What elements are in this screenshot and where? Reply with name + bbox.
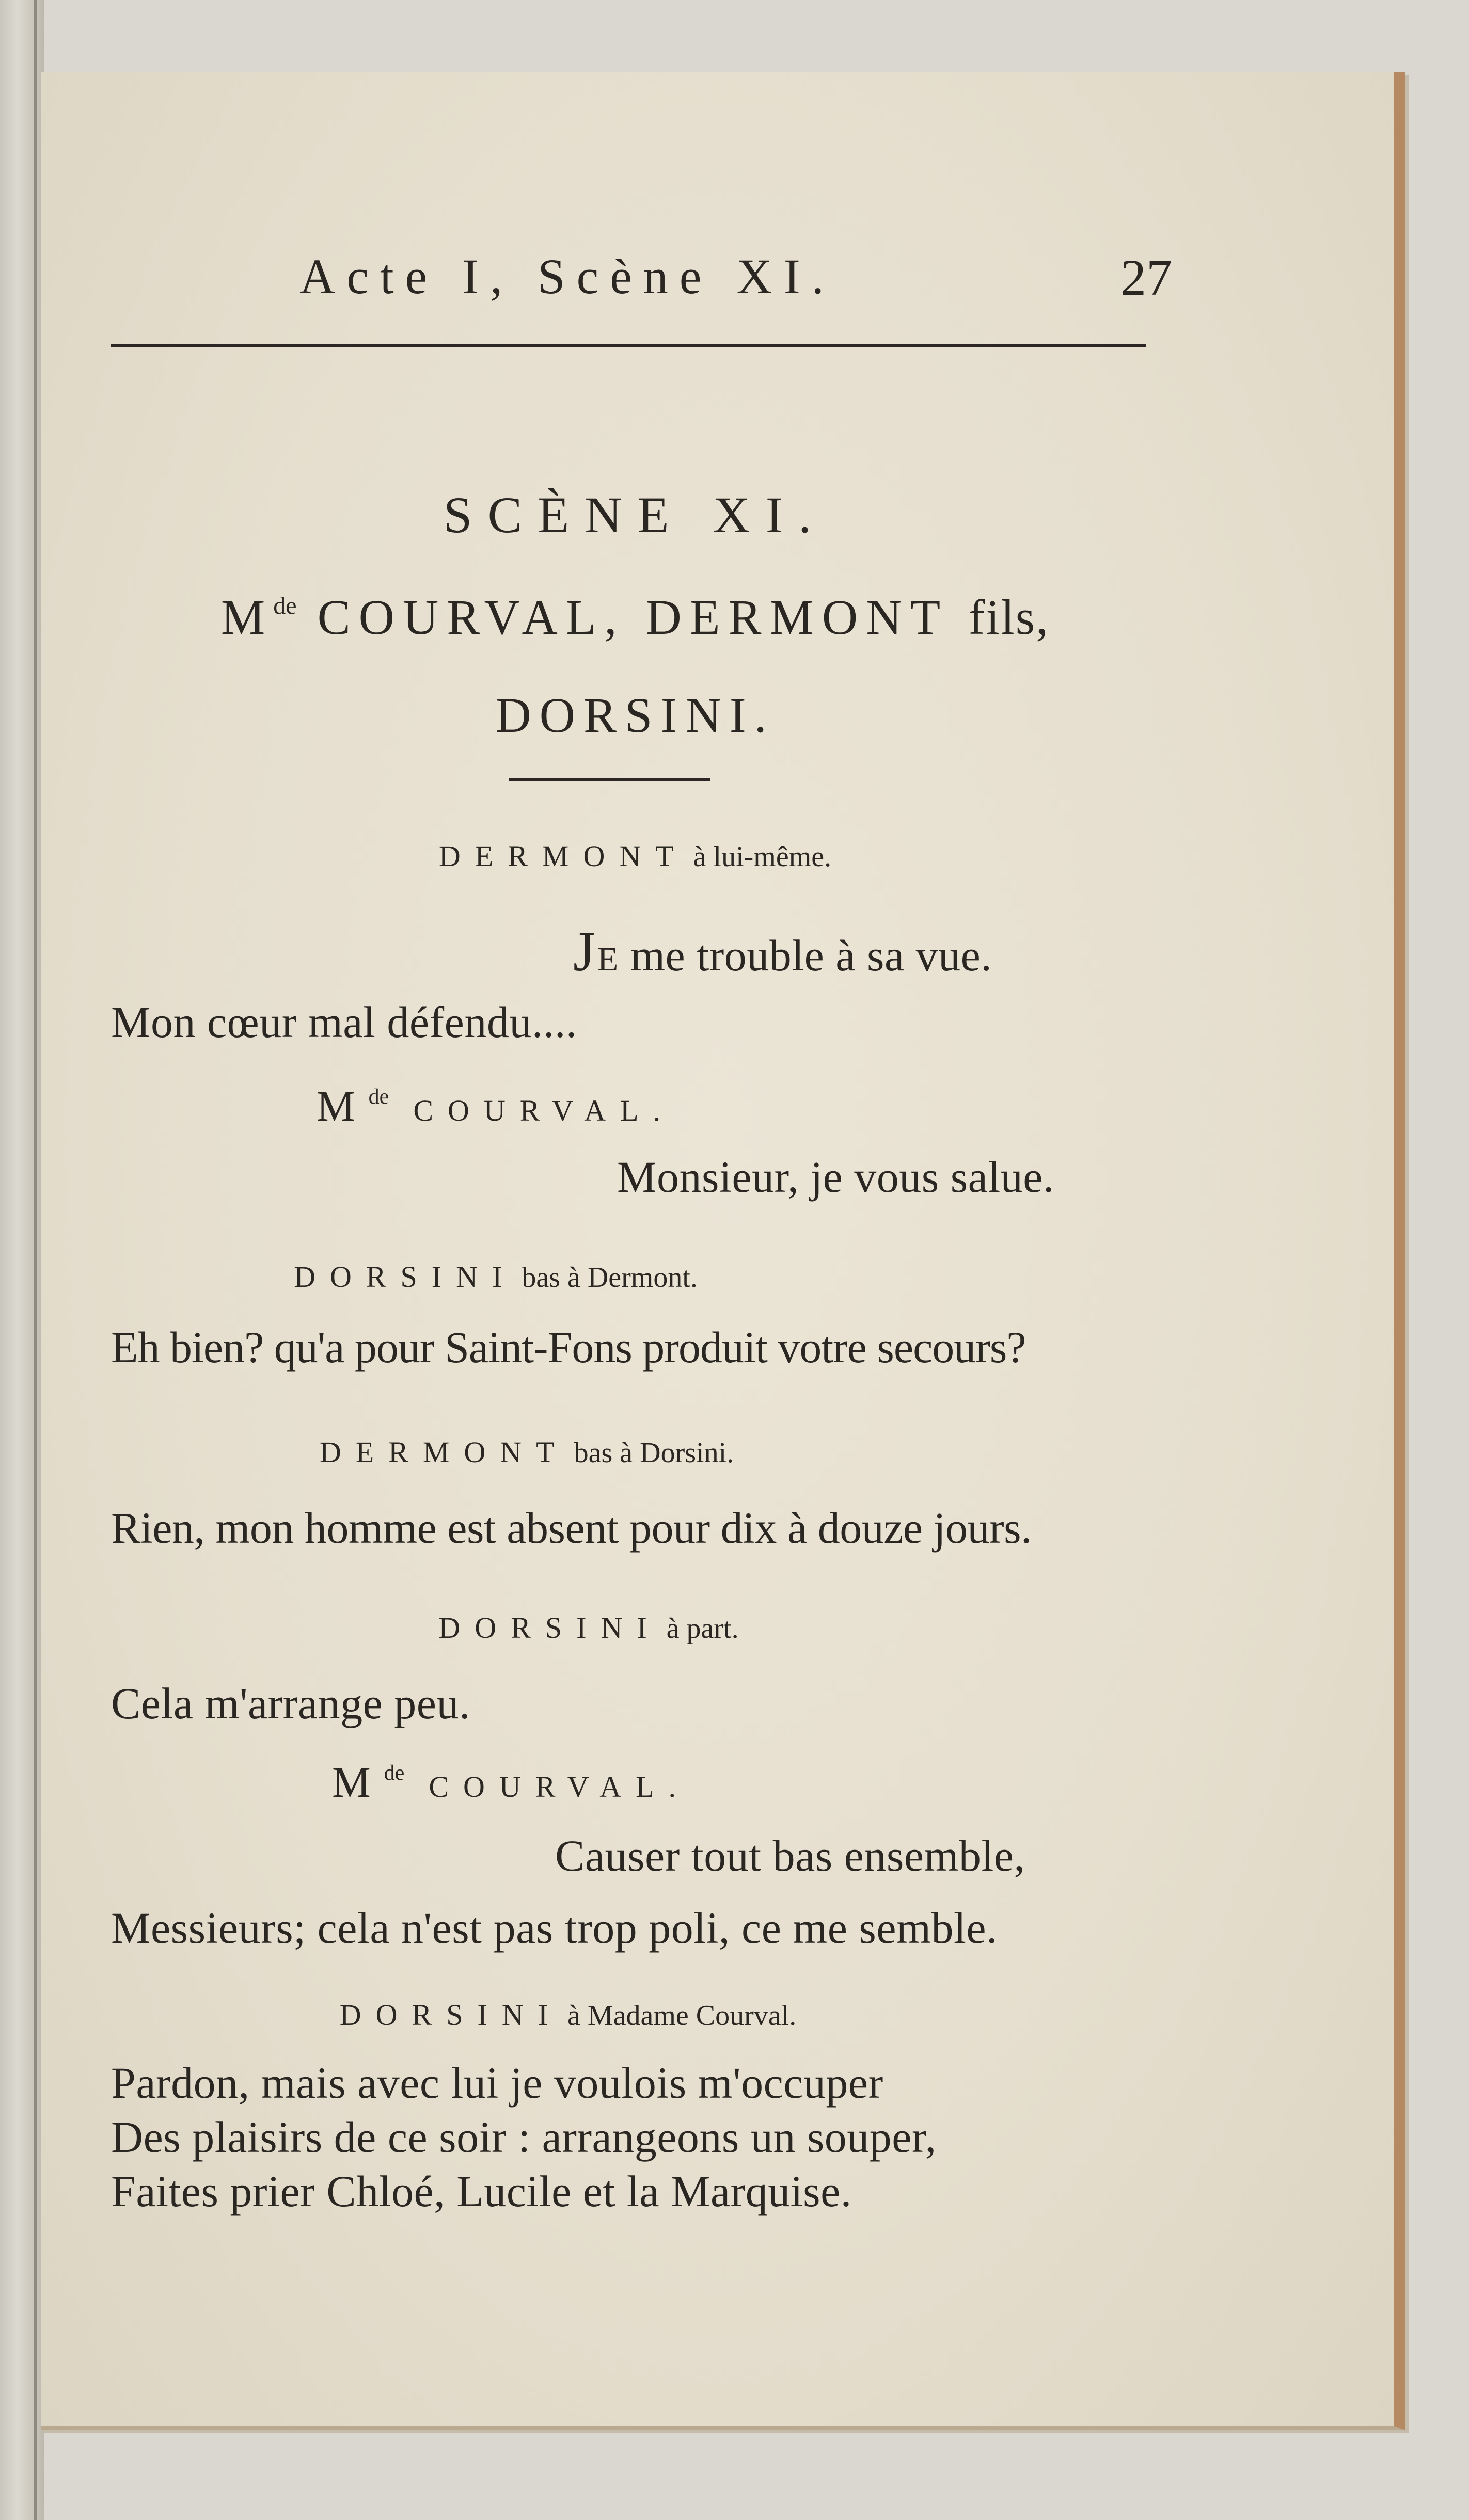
speaker-heading	[0, 1998, 1162, 2032]
speaker-name: COURVAL.	[413, 1094, 675, 1127]
verse-line: Monsieur, je vous salue.	[617, 1152, 1054, 1202]
verse-line: Eh bien? qu'a pour Saint-Fons produit votre secours?	[111, 1322, 1026, 1372]
persons-fils: fils,	[968, 589, 1050, 645]
stage-direction: à lui-même.	[693, 841, 832, 873]
stage-direction: à part.	[666, 1613, 739, 1645]
speaker-heading	[41, 839, 1229, 873]
persons-m: M	[220, 589, 274, 645]
speaker-heading	[0, 1435, 1120, 1470]
scene-title: SCÈNE XI.	[443, 486, 827, 544]
verse-line: Messieurs; cela n'est pas trop poli, ce me semble.	[111, 1903, 998, 1953]
speaker-name: DORSINI	[294, 1260, 517, 1294]
verse-initial: J	[573, 920, 597, 983]
verse-line: Des plaisirs de ce soir : arrangeons un souper,	[111, 2112, 937, 2162]
persons-names: COURVAL, DERMONT	[317, 589, 948, 645]
verse-line: Causer tout bas ensemble,	[555, 1831, 1025, 1880]
verse-line	[573, 919, 992, 984]
speaker-m: M	[331, 1759, 384, 1807]
speaker-name: DORSINI	[339, 1998, 563, 2032]
head-rule	[111, 344, 1146, 347]
verse-line: Rien, mon homme est absent pour dix à douze jours.	[111, 1503, 1032, 1553]
verse-text: me trouble à sa vue.	[619, 931, 992, 980]
speaker-heading	[0, 1610, 1182, 1645]
scene-persons-line-2: DORSINI.	[495, 688, 775, 743]
page-number: 27	[1120, 249, 1172, 306]
speaker-m: M	[316, 1082, 369, 1130]
persons-m-sup: de	[273, 592, 297, 619]
speaker-name: DERMONT	[319, 1436, 569, 1469]
speaker-heading	[0, 1758, 1105, 1808]
verse-line: Pardon, mais avec lui je voulois m'occuper	[111, 2058, 883, 2108]
speaker-heading	[0, 1081, 1089, 1131]
stage-direction: bas à Dermont.	[522, 1262, 698, 1294]
running-head	[41, 248, 1219, 330]
verse-line: Cela m'arrange peu.	[111, 1679, 470, 1728]
speaker-m-sup: de	[384, 1761, 405, 1785]
speaker-heading	[0, 1259, 1089, 1294]
stage-direction: à Madame Courval.	[567, 2000, 797, 2032]
speaker-m-sup: de	[368, 1085, 389, 1109]
scene-rule	[509, 778, 710, 781]
verse-line: Mon cœur mal défendu....	[111, 997, 577, 1047]
verse-line: Faites prier Chloé, Lucile et la Marquise.	[111, 2166, 852, 2216]
verse-initial-small: E	[597, 940, 620, 978]
speaker-name: COURVAL.	[429, 1770, 691, 1804]
speaker-name: DORSINI	[438, 1611, 661, 1645]
scene-persons-line-1	[41, 588, 1229, 646]
speaker-name: DERMONT	[438, 839, 688, 873]
running-head-title: Acte I, Scène XI.	[299, 249, 835, 304]
book-page	[41, 72, 1405, 2430]
stage-direction: bas à Dorsini.	[574, 1437, 734, 1469]
